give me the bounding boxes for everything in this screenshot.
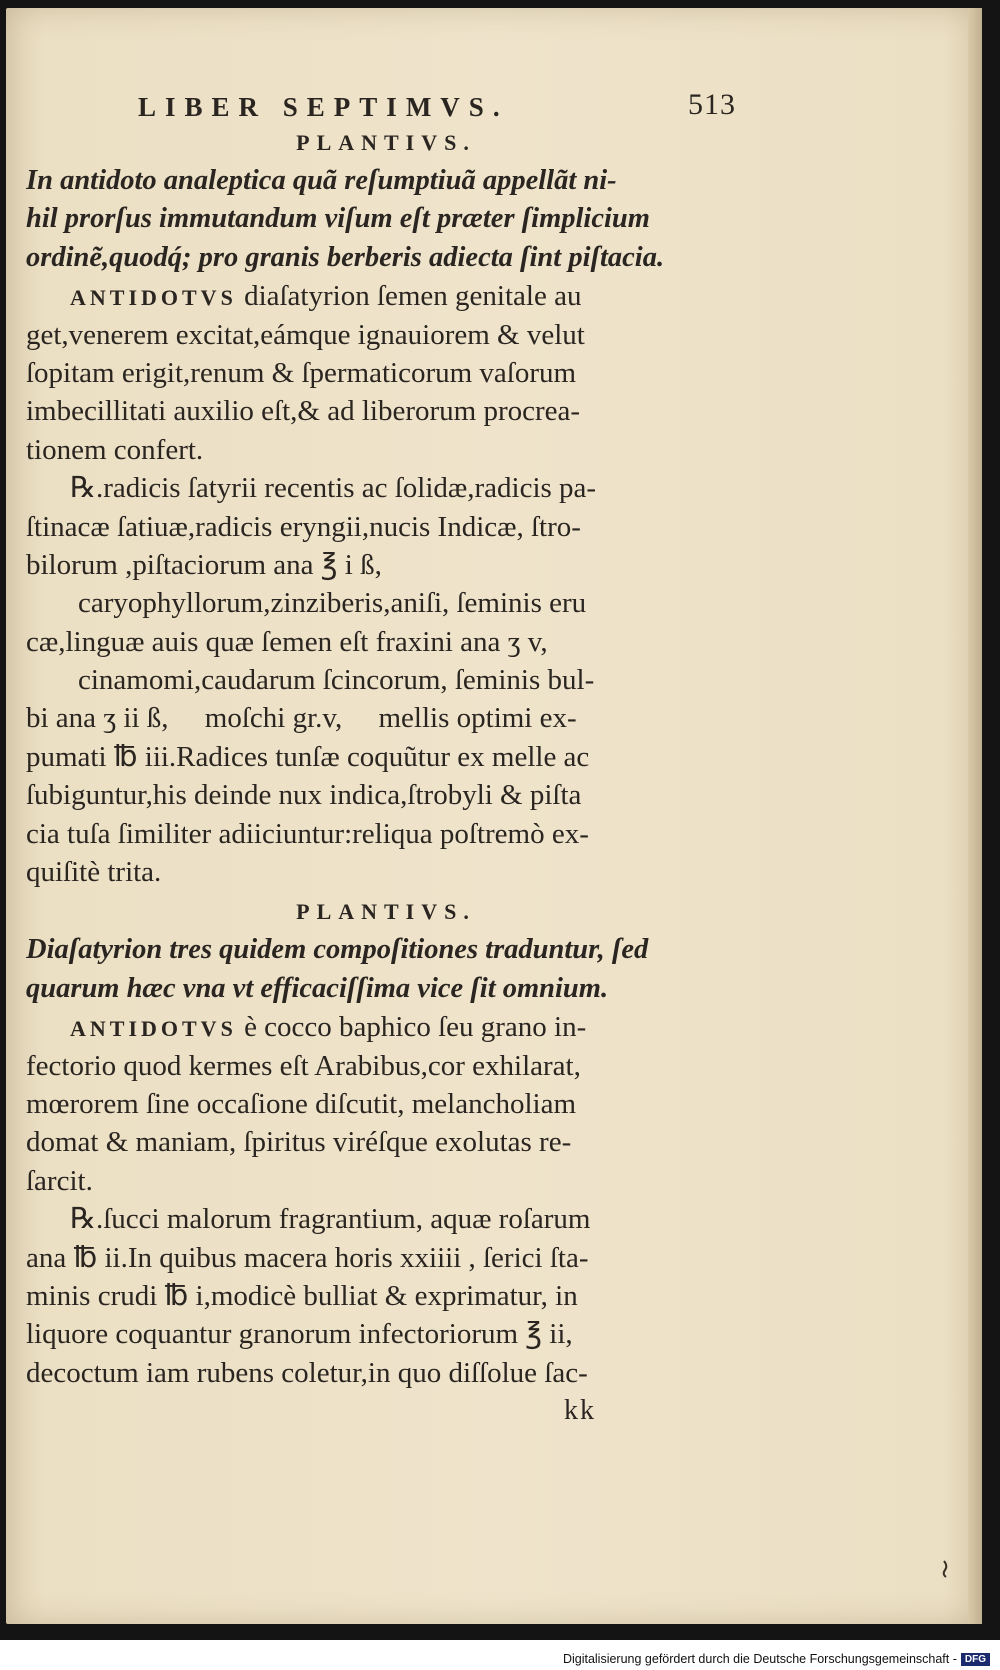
body-line-rest: è cocco baphico ſeu grano in- [236,1011,587,1044]
body-line-rest: diaſatyrion ſemen genitale au [236,280,582,313]
body-line: mœrorem ſine occaſione diſcutit, melancholiam [26,1087,577,1120]
recipe-line: bilorum ,piſtaciorum ana ℥ i ß, [26,548,382,581]
intro-line: Diaſatyrion tres quidem compoſitiones traduntur, ſed [26,934,649,966]
section-heading-plantius-1: PLANTIVS. [296,130,476,155]
intro-line: In antidoto analeptica quã reſumptiuã appellãt ni- [26,165,617,196]
lead-word: ANTIDOTVS [70,285,237,311]
page-number: 513 [688,88,736,121]
recipe-line: decoctum iam rubens coletur,in quo diſſolue ſac- [26,1356,588,1389]
running-head-title: LIBER SEPTIMVS. [138,92,509,122]
running-head [26,84,746,128]
body-line: ſarcit. [26,1164,93,1197]
body-line: domat & maniam, ſpiritus viréſque exolutas re- [26,1126,572,1159]
recipe-line: liquore coquantur granorum infectoriorum ℥ ii, [26,1318,573,1351]
recipe-line: bi ana ʒ ii ß, moſchi gr.v, mellis optimi ex- [26,702,577,735]
lead-word: ANTIDOTVS [70,1016,237,1042]
intro-line: ordinẽ,quodq́; pro granis berberis adiecta ſint piſtacia. [26,241,665,273]
book-page [6,8,982,1624]
digitization-credit [0,1652,990,1666]
recipe-line: pumati ℔ iii.Radices tunſæ coquũtur ex melle ac [26,740,590,773]
recipe-line: quiſitè trita. [26,856,162,889]
body-line [26,277,746,315]
corner-smudge-icon [938,1560,950,1578]
signature-mark: kk [564,1395,596,1427]
page-text [26,84,746,1430]
page-edge [968,8,982,1624]
credit-text: Digitalisierung gefördert durch die Deutsche Forschungsgemeinschaft - [562,1651,957,1666]
recipe-line: ℞.radicis ſatyrii recentis ac ſolidæ,radicis pa- [70,472,597,505]
recipe-line: ℞.ſucci malorum fragrantium, aquæ roſarum [70,1203,591,1236]
body-line: get,venerem excitat,eámque ignauiorem & velut [26,318,585,351]
body-line: imbecillitati auxilio eſt,& ad liberorum procrea- [26,395,581,428]
body-line: fectorio quod kermes eſt Arabibus,cor exhilarat, [26,1049,581,1082]
recipe-line: cæ,linguæ auis quæ ſemen eſt fraxini ana ʒ v, [26,625,548,658]
section-heading-plantius-2: PLANTIVS. [296,899,476,925]
dfg-logo: DFG [961,1653,990,1666]
recipe-line: ana ℔ ii.In quibus macera horis xxiiii , ſerici ſta- [26,1241,589,1274]
recipe-line: cinamomi,caudarum ſcincorum, ſeminis bul- [78,664,595,697]
body-line: ſopitam erigit,renum & ſpermaticorum vaſorum [26,356,577,389]
recipe-line: ſubiguntur,his deinde nux indica,ſtrobyli & piſta [26,779,582,812]
recipe-line: cia tuſa ſimiliter adiiciuntur:reliqua poſtremò ex- [26,817,589,850]
intro-line: quarum hæc vna vt efficaciſſima vice ſit omnium. [26,972,609,1004]
recipe-line: minis crudi ℔ i,modicè bulliat & exprimatur, in [26,1279,578,1312]
body-line: tionem confert. [26,433,204,466]
body-line [26,1008,746,1046]
recipe-line: ſtinacæ ſatiuæ,radicis eryngii,nucis Indicæ, ſtro- [26,510,581,543]
recipe-line: caryophyllorum,zinziberis,aniſi, ſeminis eru [78,587,587,620]
intro-line: hil prorſus immutandum viſum eſt præter ſimplicium [26,203,650,235]
